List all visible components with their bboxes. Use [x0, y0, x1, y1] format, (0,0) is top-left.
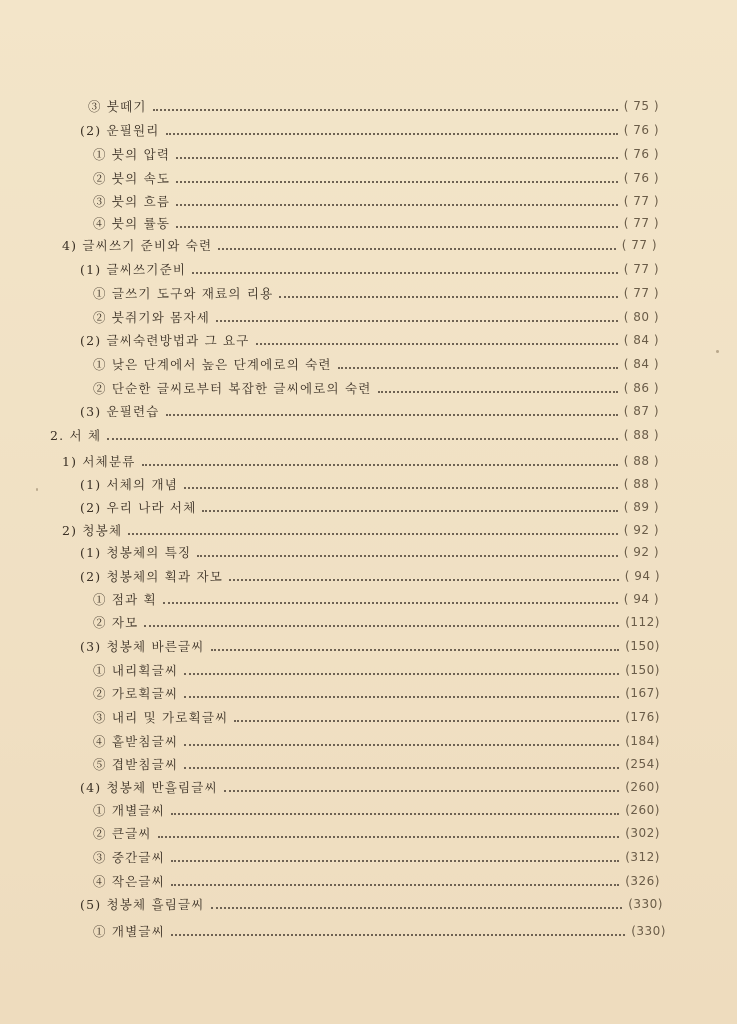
toc-entry-page-number: ( 94 ) — [624, 569, 660, 583]
toc-entry-page-number: (302) — [625, 826, 660, 840]
toc-entry-page-number: ( 76 ) — [623, 171, 659, 185]
toc-entry-title: ① 글쓰기 도구와 재료의 리용 — [93, 286, 274, 301]
dot-leader — [158, 835, 620, 838]
toc-entry — [93, 144, 659, 164]
toc-entry-page-number: (330) — [628, 897, 663, 911]
toc-entry — [93, 707, 660, 727]
dot-leader — [171, 859, 619, 862]
toc-entry-page-number: ( 75 ) — [623, 99, 659, 113]
paper-speck — [36, 488, 38, 491]
toc-entry — [93, 823, 660, 843]
toc-entry-page-number: ( 88 ) — [623, 428, 659, 442]
dot-leader — [184, 486, 618, 489]
paper-speck — [716, 350, 719, 353]
toc-entry-page-number: ( 92 ) — [623, 523, 659, 537]
dot-leader — [197, 554, 617, 557]
toc-entry-page-number: (312) — [625, 850, 660, 864]
toc-entry-page-number: (254) — [625, 757, 660, 771]
dot-leader — [184, 743, 619, 746]
toc-entry — [80, 566, 660, 586]
toc-entry-page-number: (184) — [625, 734, 660, 748]
dot-leader — [229, 578, 619, 581]
toc-entry — [80, 497, 659, 517]
toc-entry-title: (2) 운필원리 — [80, 123, 160, 138]
dot-leader — [153, 108, 618, 111]
toc-entry-title: 4) 글씨쓰기 준비와 숙련 — [62, 238, 213, 253]
dot-leader — [256, 342, 618, 345]
toc-entry-page-number: (260) — [625, 780, 660, 794]
toc-entry-title: 1) 서체분류 — [62, 454, 136, 469]
toc-entry-title: (3) 청봉체 바른글씨 — [80, 639, 205, 654]
dot-leader — [184, 766, 619, 769]
dot-leader — [171, 812, 619, 815]
toc-entry — [93, 378, 659, 398]
toc-entry-title: (4) 청봉체 반흘림글씨 — [80, 780, 218, 795]
dot-leader — [211, 648, 620, 651]
toc-entry-title: (1) 글씨쓰기준비 — [80, 262, 187, 277]
toc-entry-page-number: ( 77 ) — [621, 238, 657, 252]
toc-entry-page-number: ( 92 ) — [623, 545, 659, 559]
toc-entry-title: (3) 운필련습 — [80, 404, 160, 419]
dot-leader — [224, 789, 619, 792]
dot-leader — [107, 437, 618, 440]
toc-entry-title: ② 단순한 글씨로부터 복잡한 글씨에로의 숙련 — [93, 381, 372, 396]
toc-entry-page-number: (176) — [625, 710, 660, 724]
toc-entry-title: (2) 글씨숙련방법과 그 요구 — [80, 333, 250, 348]
toc-entry — [93, 307, 659, 327]
toc-entry-title: ③ 붓떼기 — [88, 99, 147, 114]
dot-leader — [171, 933, 625, 936]
toc-entry-page-number: ( 88 ) — [623, 454, 659, 468]
dot-leader — [128, 532, 618, 535]
toc-entry-page-number: ( 77 ) — [623, 216, 659, 230]
toc-entry-title: ③ 내리 및 가로획글씨 — [93, 710, 229, 725]
toc-entry-page-number: ( 84 ) — [623, 333, 659, 347]
toc-entry-page-number: ( 76 ) — [623, 147, 659, 161]
toc-entry-page-number: ( 87 ) — [623, 404, 659, 418]
toc-entry-title: (2) 청봉체의 획과 자모 — [80, 569, 224, 584]
dot-leader — [176, 156, 618, 159]
dot-leader — [184, 695, 619, 698]
toc-entry-title: ② 붓쥐기와 몸자세 — [93, 310, 210, 325]
toc-entry — [93, 871, 660, 891]
toc-entry-title: (1) 서체의 개념 — [80, 477, 179, 492]
toc-entry-title: ⑤ 겹받침글씨 — [93, 757, 179, 772]
dot-leader — [378, 390, 618, 393]
dot-leader — [218, 247, 616, 250]
toc-entry — [80, 894, 663, 914]
toc-entry — [93, 660, 660, 680]
dot-leader — [163, 601, 618, 604]
dot-leader — [176, 180, 618, 183]
toc-entry-page-number: ( 77 ) — [623, 286, 659, 300]
dot-leader — [202, 509, 617, 512]
toc-entry-title: ① 개별글씨 — [93, 924, 165, 939]
toc-entry-page-number: (112) — [625, 615, 660, 629]
toc-entry — [93, 589, 659, 609]
toc-entry — [80, 330, 659, 350]
toc-entry-title: (2) 우리 나라 서체 — [80, 500, 197, 515]
toc-entry-title: ① 내리획글씨 — [93, 663, 179, 678]
dot-leader — [279, 295, 617, 298]
toc-entry-page-number: (167) — [625, 686, 660, 700]
toc-entry-page-number: ( 77 ) — [623, 262, 659, 276]
toc-entry — [50, 425, 659, 445]
toc-entry-title: ④ 붓의 률동 — [93, 216, 171, 231]
toc-entry-page-number: (260) — [625, 803, 660, 817]
toc-entry-title: ① 낮은 단계에서 높은 단계에로의 숙련 — [93, 357, 332, 372]
toc-entry-page-number: (150) — [625, 663, 660, 677]
toc-entry-title: ① 개별글씨 — [93, 803, 165, 818]
toc-entry — [80, 401, 659, 421]
toc-entry — [93, 921, 666, 941]
toc-entry — [93, 191, 659, 211]
dot-leader — [184, 672, 619, 675]
toc-entry-page-number: (150) — [625, 639, 660, 653]
dot-leader — [234, 719, 619, 722]
toc-entry — [62, 520, 659, 540]
dot-leader — [144, 624, 619, 627]
toc-entry — [93, 754, 660, 774]
dot-leader — [171, 883, 619, 886]
dot-leader — [192, 271, 618, 274]
dot-leader — [176, 203, 618, 206]
toc-entry-title: ④ 작은글씨 — [93, 874, 165, 889]
toc-entry — [93, 800, 660, 820]
toc-entry-page-number: (330) — [631, 924, 666, 938]
toc-entry-title: ① 붓의 압력 — [93, 147, 171, 162]
dot-leader — [166, 132, 618, 135]
dot-leader — [338, 366, 618, 369]
toc-entry-page-number: ( 86 ) — [623, 381, 659, 395]
toc-entry — [80, 636, 660, 656]
dot-leader — [166, 413, 618, 416]
toc-entry-title: 2) 청봉체 — [62, 523, 123, 538]
toc-entry-title: ② 붓의 속도 — [93, 171, 171, 186]
toc-entry — [93, 354, 659, 374]
toc-entry-title: ③ 붓의 흐름 — [93, 194, 171, 209]
toc-entry — [62, 235, 657, 255]
dot-leader — [176, 225, 618, 228]
toc-entry-title: ③ 중간글씨 — [93, 850, 165, 865]
toc-entry — [93, 213, 659, 233]
toc-entry — [93, 612, 660, 632]
toc-entry — [62, 451, 659, 471]
toc-entry-page-number: ( 94 ) — [623, 592, 659, 606]
toc-entry-title: (1) 청봉체의 특징 — [80, 545, 192, 560]
toc-entry — [93, 847, 660, 867]
toc-entry — [93, 731, 660, 751]
toc-entry — [80, 259, 659, 279]
toc-entry-title: (5) 청봉체 흘림글씨 — [80, 897, 205, 912]
toc-entry — [80, 120, 659, 140]
toc-entry — [93, 683, 660, 703]
toc-entry-page-number: (326) — [625, 874, 660, 888]
toc-entry — [93, 283, 659, 303]
toc-entry-title: ② 자모 — [93, 615, 139, 630]
toc-entry-page-number: ( 88 ) — [623, 477, 659, 491]
toc-entry — [88, 96, 659, 116]
toc-entry — [93, 168, 659, 188]
toc-entry-title: 2. 서 체 — [50, 428, 102, 443]
toc-entry — [80, 474, 659, 494]
toc-entry-title: ① 점과 획 — [93, 592, 157, 607]
dot-leader — [211, 906, 623, 909]
dot-leader — [142, 463, 618, 466]
toc-entry-page-number: ( 76 ) — [623, 123, 659, 137]
toc-entry-page-number: ( 84 ) — [623, 357, 659, 371]
dot-leader — [216, 319, 618, 322]
toc-entry-page-number: ( 89 ) — [623, 500, 659, 514]
toc-entry-title: ② 가로획글씨 — [93, 686, 179, 701]
toc-entry-page-number: ( 77 ) — [623, 194, 659, 208]
toc-entry-title: ② 큰글씨 — [93, 826, 152, 841]
toc-entry-page-number: ( 80 ) — [623, 310, 659, 324]
toc-entry — [80, 777, 660, 797]
toc-entry — [80, 542, 659, 562]
toc-entry-title: ④ 홑받침글씨 — [93, 734, 179, 749]
